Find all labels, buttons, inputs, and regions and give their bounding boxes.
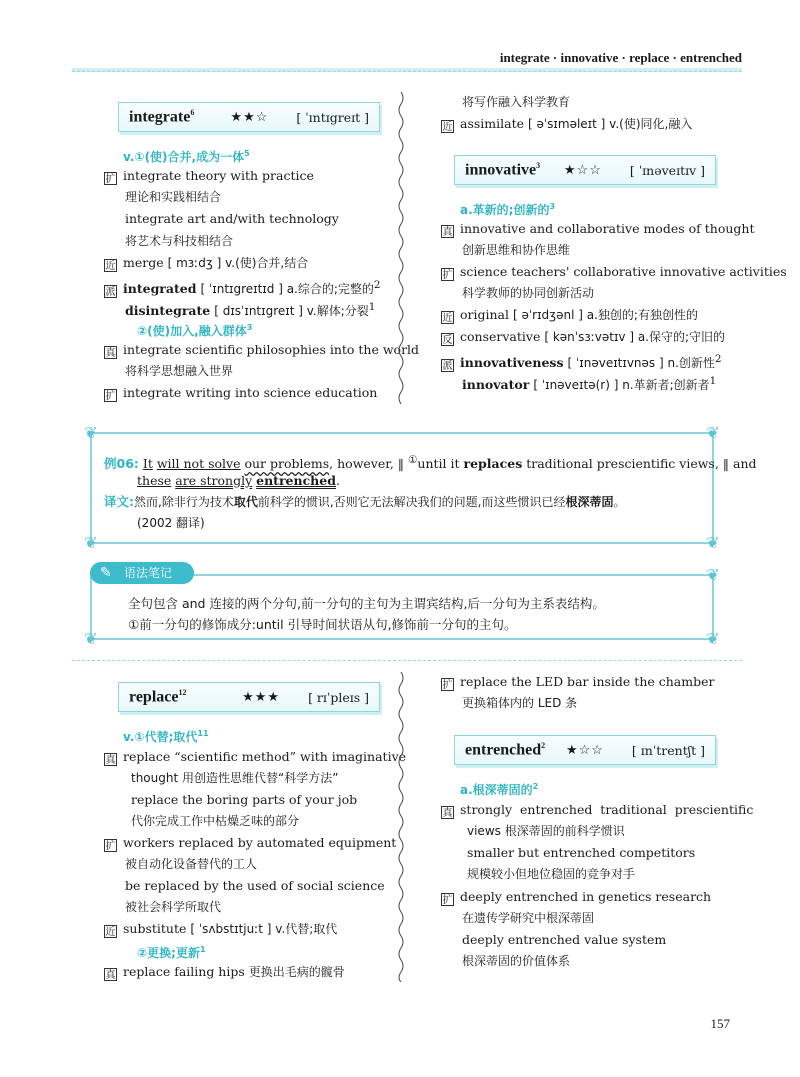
example-zh: 将艺术与科技相结合 xyxy=(125,234,234,248)
example-en: replace the boring parts of your job xyxy=(131,792,358,807)
star-rating: ★☆☆ xyxy=(565,742,604,758)
pronunciation: [ ˈɪnəveɪtɪv ] xyxy=(629,162,705,178)
example-en: 扩 integrate writing into science education xyxy=(105,385,378,402)
example-zh: 被社会科学所取代 xyxy=(125,900,222,914)
example-en-zh: views 根深蒂固的前科学惯识 xyxy=(467,824,625,838)
example-zh: 代你完成工作中枯燥乏味的部分 xyxy=(131,814,300,828)
page-number: 157 xyxy=(710,1016,730,1031)
header-rule xyxy=(72,68,742,72)
column-divider xyxy=(396,92,406,404)
sense-1: a.根深蒂固的$^2$ xyxy=(460,782,539,797)
example-zh: 更换箱体内的 LED 条 xyxy=(462,696,578,710)
example-en-zh: thought 用创造性思维代替“科学方法” xyxy=(131,771,339,785)
pronunciation: [ ˈɪntɪgreɪt ] xyxy=(296,109,369,125)
kuo-tag-icon: 扩 xyxy=(105,841,116,852)
headword-box-innovative xyxy=(454,155,716,185)
example-zh: 将科学思想融入世界 xyxy=(125,364,234,378)
pronunciation: [ ɪnˈtrentʃt ] xyxy=(631,742,705,758)
pronunciation: [ rɪˈpleɪs ] xyxy=(308,689,369,705)
ornament-icon: ❦ xyxy=(84,533,98,552)
sense-1: a.革新的;创新的$^3$ xyxy=(460,202,556,217)
jin-tag-icon: 近 xyxy=(105,927,116,938)
zhen-tag-icon: 真 xyxy=(105,970,116,981)
star-rating: ★★★ xyxy=(242,689,281,705)
running-title: integrate · innovative · replace · entrenched xyxy=(499,50,742,65)
ornament-icon: ❦ xyxy=(706,533,720,552)
derivative: innovator [ ˈɪnəveɪtə(r) ] n.革新者;创新者$^1$ xyxy=(462,375,717,393)
jin-tag-icon: 近 xyxy=(442,122,453,133)
example-zh: 科学教师的协同创新活动 xyxy=(462,286,595,300)
example-en: 扩 integrate theory with practice xyxy=(105,168,314,185)
zhen-tag-icon: 真 xyxy=(105,348,116,359)
example-en: 扩 workers replaced by automated equipment xyxy=(105,835,397,852)
example-en: integrate art and/with technology xyxy=(125,211,339,226)
kuo-tag-icon: 扩 xyxy=(442,270,453,281)
kuo-tag-icon: 扩 xyxy=(442,680,453,691)
kuo-tag-icon: 扩 xyxy=(105,391,116,402)
headword: entrenched$^2$ xyxy=(465,740,546,759)
example-zh: 规模较小但地位稳固的竞争对手 xyxy=(467,867,636,881)
column-divider xyxy=(396,672,406,982)
example-zh: 根深蒂固的价值体系 xyxy=(462,954,571,968)
example-zh: 被自动化设备替代的工人 xyxy=(125,857,258,871)
sense-1: v.①(使)合并,成为一体$^5$ xyxy=(123,149,250,164)
example-en: 扩 replace the LED bar inside the chamber xyxy=(442,674,715,691)
grammar-note-tab: ✎ 语法笔记 xyxy=(90,562,194,584)
kuo-tag-icon: 扩 xyxy=(105,174,116,185)
synonym: 近 merge [ mɜːdʒ ] v.(使)合并,结合 xyxy=(105,255,309,272)
derivative: 派 innovativeness [ ˈɪnəveɪtɪvnəs ] n.创新性$^2$ xyxy=(442,353,722,373)
pai-tag-icon: 派 xyxy=(442,361,453,373)
star-rating: ★☆☆ xyxy=(563,162,602,178)
synonym: 近 assimilate [ əˈsɪməleɪt ] v.(使)同化,融入 xyxy=(442,116,693,133)
antonym: 反 conservative [ kənˈsɜːvətɪv ] a.保守的;守旧的 xyxy=(442,329,726,346)
source-citation: (2002 翻译) xyxy=(137,516,205,530)
headword-box-replace xyxy=(118,682,380,712)
synonym: 近 original [ əˈrɪdʒənl ] a.独创的;有独创性的 xyxy=(442,307,698,324)
sense-2: ②(使)加入,融入群体$^3$ xyxy=(137,323,253,338)
kuo-tag-icon: 扩 xyxy=(442,895,453,906)
example-zh: 在遗传学研究中根深蒂固 xyxy=(462,911,595,925)
ornament-icon: ❦ xyxy=(706,629,720,648)
headword-box-integrate xyxy=(118,102,380,132)
translation: 译文:然而,除非行为技术取代前科学的惯识,否则它无法解决我们的问题,而这些惯识已经根深蒂固。 xyxy=(104,494,626,509)
example-en: 真 integrate scientific philosophies into the world xyxy=(105,342,420,359)
jin-tag-icon: 近 xyxy=(442,313,453,324)
example-en: be replaced by the used of social science xyxy=(125,878,385,893)
sense-1: v.①代替;取代$^{11}$ xyxy=(123,729,209,744)
example-zh: 理论和实践相结合 xyxy=(125,190,222,204)
sense-2: ②更换;更新$^1$ xyxy=(137,945,206,960)
example-en: 真 innovative and collaborative modes of thought xyxy=(442,221,755,238)
example-en: deeply entrenched value system xyxy=(462,932,667,947)
example-en: 真 replace failing hips 更换出毛病的髋骨 xyxy=(105,964,345,981)
example-en: 扩 deeply entrenched in genetics research xyxy=(442,889,712,906)
pai-tag-icon: 派 xyxy=(105,287,116,299)
zhen-tag-icon: 真 xyxy=(105,755,116,766)
example-zh: 创新思维和协作思维 xyxy=(462,243,571,257)
headword-box-entrenched xyxy=(454,735,716,765)
fan-tag-icon: 反 xyxy=(442,335,453,346)
example-en: 真 replace “scientific method” with imaginative xyxy=(105,749,407,766)
grammar-note-line: ①前一分句的修饰成分:until 引导时间状语从句,修饰前一分句的主句。 xyxy=(128,617,517,632)
synonym: 近 substitute [ ˈsʌbstɪtjuːt ] v.代替;取代 xyxy=(105,921,338,938)
headword: replace$^{12}$ xyxy=(129,687,187,706)
example-en: 真 strongly entrenched traditional prescientific xyxy=(442,802,754,819)
derivative: disintegrate [ dɪsˈɪntɪgreɪt ] v.解体;分裂$^1$ xyxy=(125,301,376,319)
ornament-icon: ❦ xyxy=(706,423,720,442)
grammar-note-line: 全句包含 and 连接的两个分句,前一分句的主句为主谓宾结构,后一分句为主系表结构。 xyxy=(128,596,605,611)
ornament-icon: ❦ xyxy=(706,565,720,584)
ornament-icon: ❦ xyxy=(84,423,98,442)
star-rating: ★★☆ xyxy=(230,109,269,125)
section-separator xyxy=(72,660,742,661)
headword: integrate$^6$ xyxy=(129,107,195,126)
example-zh: 将写作融入科学教育 xyxy=(462,95,571,109)
example-sentence-line-1: 例06: It will not solve our problems, however, ‖ ①until it replaces traditional prescientific views, ‖ and xyxy=(104,454,757,472)
quill-icon: ✎ xyxy=(100,565,112,581)
example-sentence-line-2: these are strongly entrenched. xyxy=(137,473,340,488)
example-en: smaller but entrenched competitors xyxy=(467,845,696,860)
zhen-tag-icon: 真 xyxy=(442,227,453,238)
derivative: 派 integrated [ ˈɪntɪgreɪtɪd ] a.综合的;完整的$^2$ xyxy=(105,279,381,299)
headword: innovative$^3$ xyxy=(465,160,541,179)
zhen-tag-icon: 真 xyxy=(442,808,453,819)
ornament-icon: ❦ xyxy=(84,629,98,648)
example-en: 扩 science teachers' collaborative innovative activities xyxy=(442,264,787,281)
jin-tag-icon: 近 xyxy=(105,261,116,272)
